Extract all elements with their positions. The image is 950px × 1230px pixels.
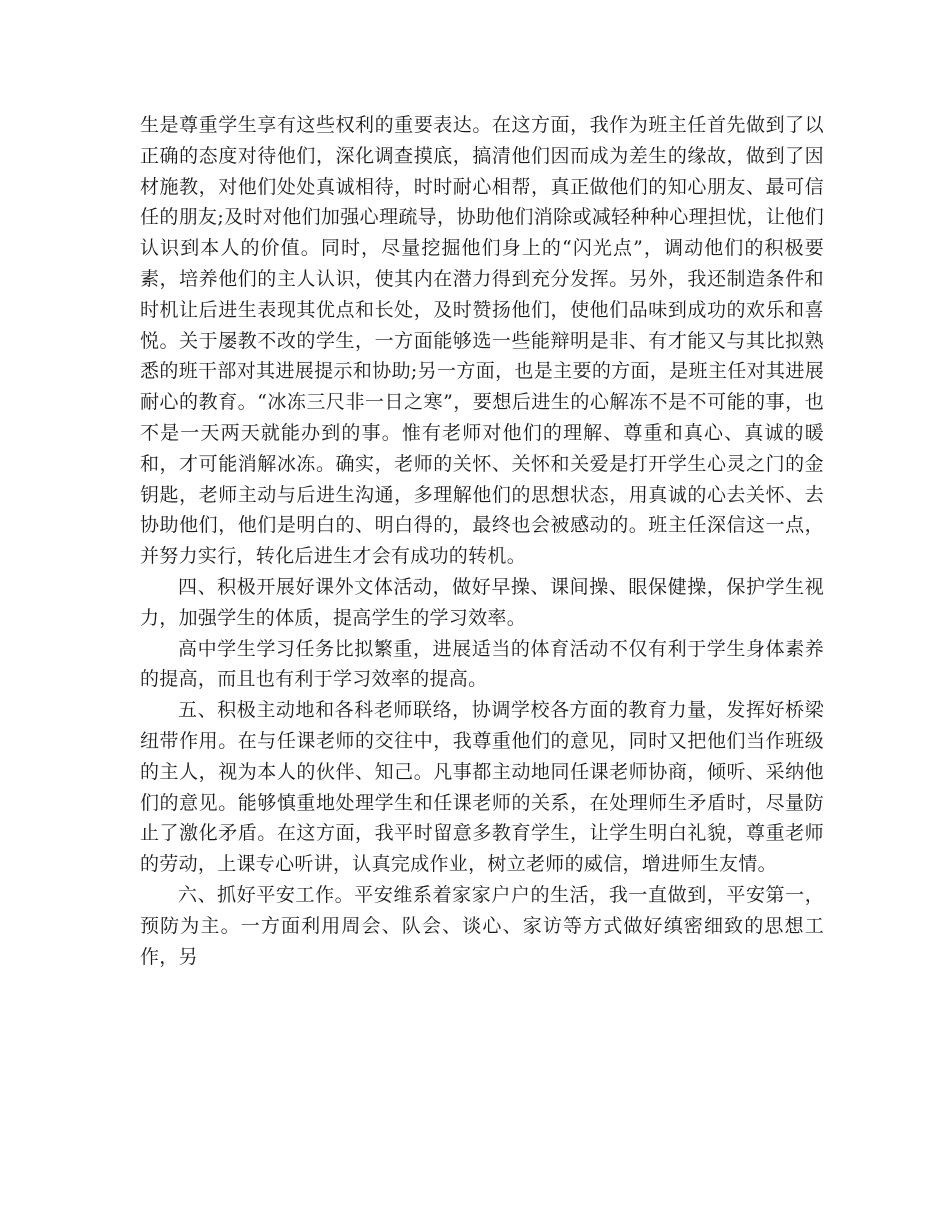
document-page <box>140 110 824 972</box>
paragraph-3: 高中学生学习任务比拟繁重，进展适当的体育活动不仅有利于学生身体素养的提高，而且也有利于学习效率的提高。 <box>140 637 824 691</box>
paragraph-2: 四、积极开展好课外文体活动，做好早操、课间操、眼保健操，保护学生视力，加强学生的体质，提高学生的学习效率。 <box>140 575 824 629</box>
paragraph-1: 生是尊重学生享有这些权利的重要表达。在这方面，我作为班主任首先做到了以正确的态度对待他们，深化调查摸底，搞清他们因而成为差生的缘故，做到了因材施教，对他们处处真诚相待，时时耐心相帮，真正做他们的知心朋友、最可信任的朋友;及时对他们加强心理疏导，协助他们消除或减轻种种心理担忧，让他们认识到本人的价值。同时，尽量挖掘他们身上的“闪光点”，调动他们的积极要素，培养他们的主人认识，使其内在潜力得到充分发挥。另外，我还制造条件和时机让后进生表现其优点和长处，及时赞扬他们，使他们品味到成功的欢乐和喜悦。关于屡教不改的学生，一方面能够选一些能辩明是非、有才能又与其比拟熟悉的班干部对其进展提示和协助;另一方面，也是主要的方面，是班主任对其进展耐心的教育。“冰冻三尺非一日之寒”，要想后进生的心解冻不是不可能的事，也不是一天两天就能办到的事。惟有老师对他们的理解、尊重和真心、真诚的暖和，才可能消解冰冻。确实，老师的关怀、关怀和关爱是打开学生心灵之门的金钥匙，老师主动与后进生沟通，多理解他们的思想状态，用真诚的心去关怀、去协助他们，他们是明白的、明白得的，最终也会被感动的。班主任深信这一点，并努力实行，转化后进生才会有成功的转机。 <box>140 114 824 568</box>
paragraph-5: 六、抓好平安工作。平安维系着家家户户的生活，我一直做到，平安第一，预防为主。一方面利用周会、队会、谈心、家访等方式做好缜密细致的思想工作，另 <box>140 883 824 968</box>
paragraph-4: 五、积极主动地和各科老师联络，协调学校各方面的教育力量，发挥好桥梁纽带作用。在与任课老师的交往中，我尊重他们的意见，同时又把他们当作班级的主人，视为本人的伙伴、知己。凡事都主动地同任课老师协商，倾听、采纳他们的意见。能够慎重地处理学生和任课老师的关系，在处理师生矛盾时，尽量防止了激化矛盾。在这方面，我平时留意多教育学生，让学生明白礼貌，尊重老师的劳动，上课专心听讲，认真完成作业，树立老师的威信，增进师生友情。 <box>140 699 824 876</box>
